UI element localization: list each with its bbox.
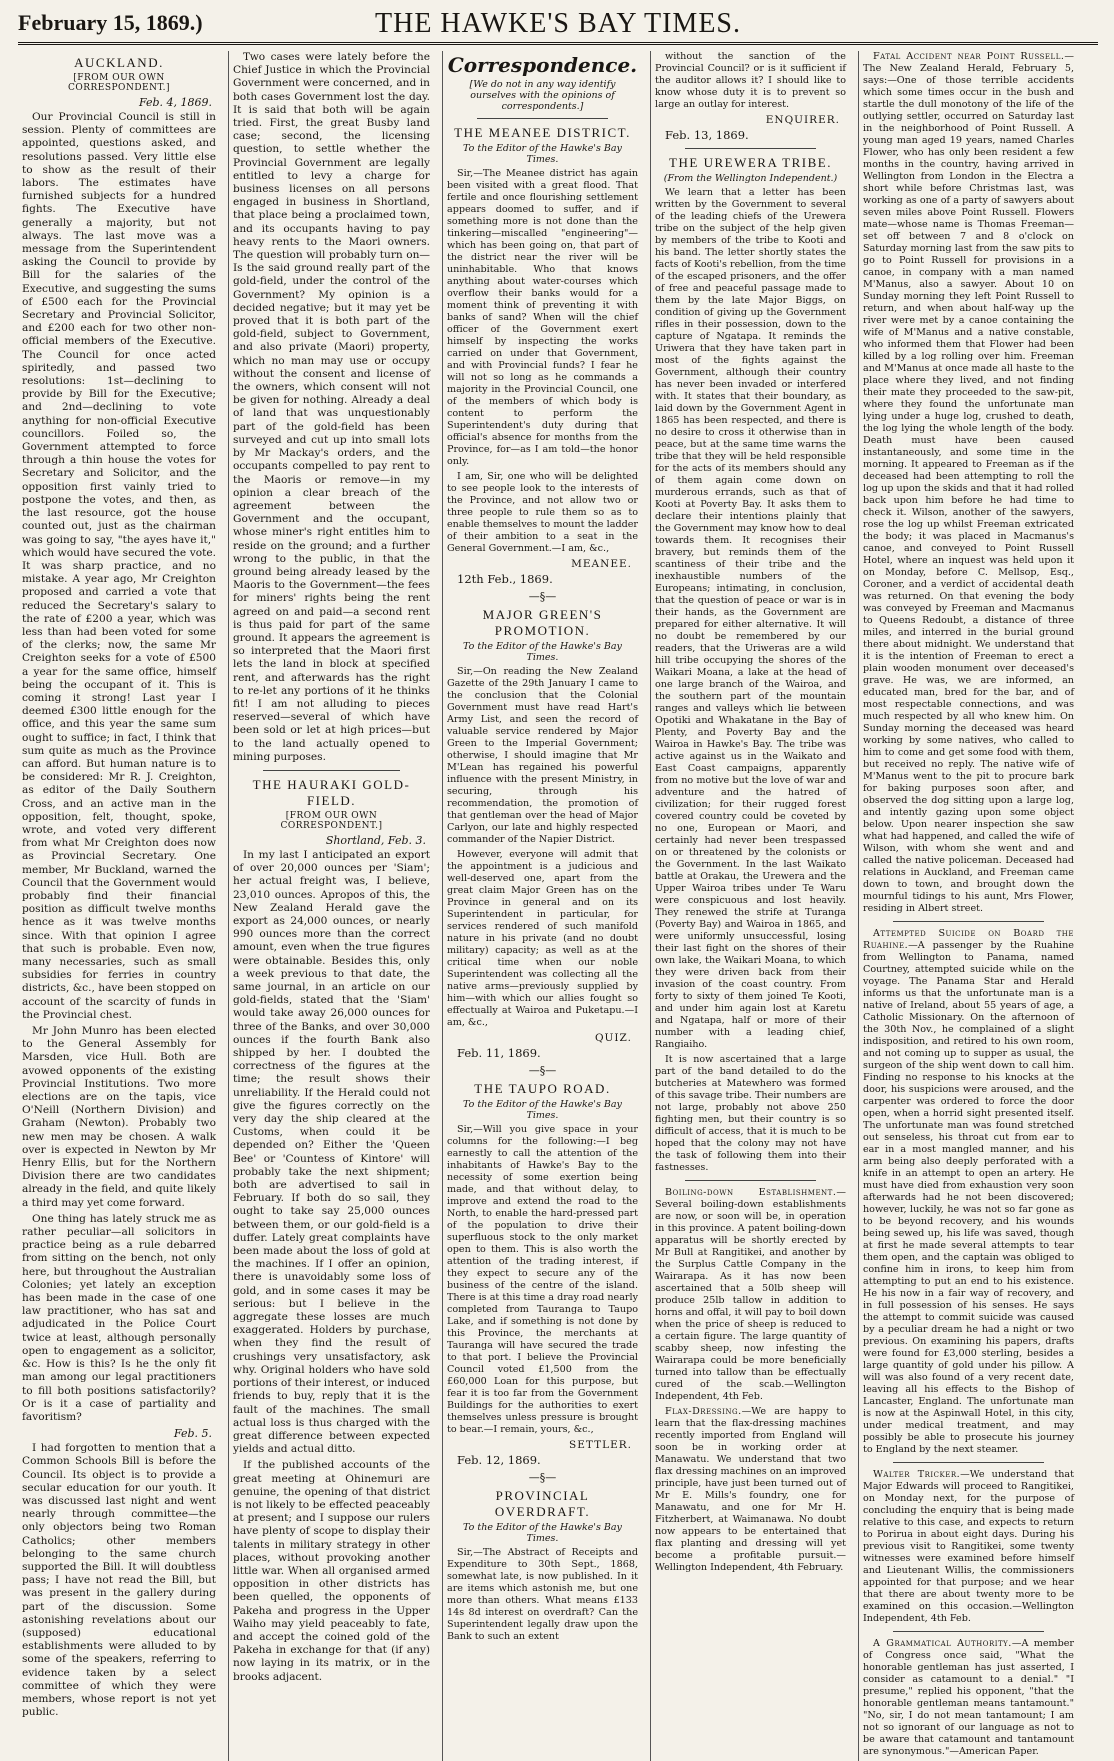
news-item-title: Boiling-down Establishment. [665, 1187, 837, 1198]
letter-date: 12th Feb., 1869. [457, 572, 553, 586]
letter-addressee: To the Editor of the Hawke's Bay Times. [463, 1522, 622, 1544]
letter-heading: THE TAUPO ROAD. [474, 1081, 611, 1096]
divider [893, 1631, 1044, 1632]
divider [893, 921, 1044, 922]
paragraph: However, everyone will admit that the appointment is a judicious and well-deserved one, apart from the great claim Major Green has on the Province in general and on its Superintendent in particular, for services rendered of such manifold nature in his private (and no doubt military) capacity; as well as at the critical time when our noble Superintendent was collecting all the native arms—previously supplied by him—with which our allies fought so effectually at Wairoa and Puketapu.—I am, &c., [447, 849, 638, 1028]
letter-addressee: To the Editor of the Hawke's Bay Times. [463, 143, 622, 165]
letter-heading: PROVINCIAL OVERDRAFT. [494, 1488, 591, 1519]
news-item [655, 1187, 846, 1403]
paragraph: Sir,—On reading the New Zealand Gazette of the 29th January I came to the conclusion that the Colonial Government must have read Hart's Army List, and seen the record of valuable service rendered by Major Green to the Imperial Government; otherwise, I should imagine that Mr M'Lean has regained his powerful influence with the present Ministry, in securing, through his recommendation, the promotion of that gentleman over the head of Major Carlyon, our late and highly respected commander of the Napier District. [447, 666, 638, 845]
news-item-title: Attempted Suicide on Board the Ruahine. [863, 928, 1074, 951]
letter-signature: MEANEE. [571, 558, 632, 570]
article-source: (From the Wellington Independent.) [663, 173, 838, 184]
divider [685, 148, 816, 149]
paragraph: It is now ascertained that a large part of the band detailed to do the butcheries at Matewhero was formed of this savage tribe. Their numbers are not large, probably not above 250 fighting men, but their country is so difficult of access, that it is much to be hoped that the colony may not have the task of following them into their fastnesses. [655, 1054, 846, 1173]
letter-addressee: To the Editor of the Hawke's Bay Times. [463, 1099, 622, 1121]
article-dateline: Shortland, Feb. 3. [325, 833, 426, 847]
news-item-text: —A member of Congress once said, "What the honorable gentleman has just asserted, I consider as catamount to a denial." "I presume," replied his opponent, "that the honorable gentleman means tantamount." "No, sir, I do not mean tantamount; I am not so ignorant of our language as not to be aware that catamount and tantamount are synonymous."—American Paper. [863, 1638, 1074, 1757]
newspaper-title: THE HAWKE'S BAY TIMES. [375, 8, 741, 39]
paragraph: Our Provincial Council is still in session. Plenty of committees are appointed, questions asked, and resolutions passed. Very little else to show as the result of their labors. The estimates have furnished subjects for a hundred fights. The Executive have generally a majority, but not always. The last move was a message from the Superintendent asking the Council to provide by Bill for the salaries of the Executive, and suggesting the sums of £500 each for the Provincial Secretary and Provincial Solicitor, and £200 each for two other non-official members of the Executive. The Council for once acted spiritedly, and passed two resolutions: 1st—declining to provide by Bill for the Executive; and 2nd—declining to vote anything for non-official Executive councillors. Foiled so, the Government attempted to force through a thin house the votes for Secretary and Solicitor, and the opposition first vainly tried to postpone the votes, and then, as the last resource, got the house counted out, just as the chairman was going to say, "the ayes have it," which would have secured the vote. It was sharp practice, and no mistake. A year ago, Mr Creighton proposed and carried a vote that reduced the Secretary's salary to the rate of £200 a year, which was less than had been voted for some of the clerks; now, the same Mr Creighton seeks for a vote of £500 a year for the same office, himself being the occupant of it. This is coming it strong! Last year I deemed £300 little enough for the office, and this year the same sum ought to suffice; in fact, I think that sum quite as much as the Province can afford. But human nature is to be considered: Mr R. J. Creighton, as editor of the Daily Southern Cross, and an active man in the opposition, felt, thought, spoke, wrote, and voted very different from what Mr Creighton does now as Provincial Secretary. One member, Mr Buckland, warned the Council that the Government would probably find their financial position as difficult twelve months hence as it was twelve months since. With that opinion I agree that such is probable. Even now, many necessaries, such as small subsidies for ferries in country districts, &c., have been stopped on account of the scarcity of funds in the Provincial chest. [22, 111, 216, 1021]
ornament: —§— [528, 1064, 557, 1077]
divider [477, 118, 608, 119]
section-heading: Correspondence. [447, 53, 638, 77]
paragraph: without the sanction of the Provincial Council? or is it sufficient if the auditor allows it? I should like to know whose duty it is to prevent so large an outlay for interest. [655, 51, 846, 110]
divider [263, 770, 400, 771]
news-item-text: —The New Zealand Herald, February 5, says:—One of those terrible accidents which some times occur in the bush and startle the dull monotony of the life of the outlying settler, occurred on Saturday last in the neighborhood of Point Russell. A young man aged 19 years, named Charles Flower, who has only been resident a few months in the country, having arrived in Wellington from London in the Electra a short while before Christmas last, was working as one of a party of sawyers about seven miles above Point Russell. Flowers mate—whose name is Thomas Freeman—set off between 7 and 8 o'clock on Saturday morning last from the saw pits to go to Point Russell for provisions in a canoe, in company with a man named M'Manus, also a sawyer. About 10 on Sunday morning they left Point Russell to return, and when about half-way up the river were met by a canoe containing the wife of M'Manus and a native constable, who informed them that Flower had been killed by a log rolling over him. Freeman and M'Manus at once made all haste to the place where they lived, and not finding their mate they proceeded to the saw-pit, where they found the unfortunate man lying under a huge log, crushed to death, the log lying the whole length of the body. Death must have been caused instantaneously, and some time in the morning. It appeared to Freeman as if the deceased had been attempting to roll the log up upon the skids and that it had rolled back upon him before he had time to check it. Wilson, another of the sawyers, rose the log up whilst Freeman extricated the body; it was placed in Macmanus's canoe, and conveyed to Point Russell Hotel, where an inquest was held upon it on Monday, before C. Mellsop, Esq., Coroner, and a verdict of accidental death was returned. On that evening the body was conveyed by Freeman and Macmanus to Queens Redoubt, a distance of three miles, and interred in the burial ground there about midnight. We understand that it is the intention of Freeman to erect a plain wooden monument over deceased's grave. He was, we are informed, an educated man, bred for the bar, and of most respectable connections, and was much respected by all who knew him. On Sunday morning the deceased was heard working by some natives, who called to him to come and get some food with them, but received no reply. The native wife of M'Manus went to the pit to procure bark for baking purposes soon after, and observed the dog sitting upon a large log, and intently gazing upon some object below. Upon nearer inspection she saw what had happened, and called the wife of Wilson, with whom she went and and called the native policeman. Deceased had relations in Auckland, and Freeman came down to town, and brought down the mournful tidings to his aunt, Mrs Flower, residing in Albert street. [863, 51, 1074, 914]
paragraph: I am, Sir, one who will be delighted to see people look to the interests of the Province, and not allow two or three people to rule them so as to enable themselves to mount the ladder of their ambition to a seat in the General Government.—I am, &c., [447, 471, 638, 554]
news-item-text: —We understand that Major Edwards will proceed to Rangitikei, on Monday next, for the purpose of concluding the enquiry that is being made relative to this case, and expects to return to Porirua in about eight days. During his previous visit to Rangitikei, some twenty witnesses were examined before himself and Lieutenant Willis, the commissioners appointed for that purpose; and we hear that there are about twenty more to be examined on this occasion.—Wellington Independent, 4th Feb. [863, 1469, 1075, 1624]
article-dateline: Feb. 4, 1869. [138, 96, 212, 109]
news-item-title: Flax-Dressing. [665, 1406, 742, 1417]
news-item [863, 1638, 1074, 1758]
paragraph: If the published accounts of the great meeting at Ohinemuri are genuine, the opening of that district is not likely to be effected peaceably at present; and I suppose our rulers have plenty of scope to display their talents in military strategy in other places, without provoking another little war. When all organised armed opposition in other districts has been quelled, the opponents of Pakeha and progress in the Upper Waiho may yield peaceably to fate, and accept the coined gold of the Pakeha in exchange for that (if any) now laying in its matrix, or in the brooks adjacent. [233, 1459, 430, 1683]
column-2 [228, 51, 434, 1761]
paragraph: Sir,—The Meanee district has again been visited with a great flood. That fertile and once flourishing settlement appears doomed to suffer, and if something more is not done than the tinkering—miscalled "engineering"—which has been going on, that part of the district near the river will be uninhabitable. Who that knows anything about water-courses which overflow their banks would for a moment think of preventing it with banks of sand? When will the chief officer of the Government exert himself by inspecting the works carried on under that Government, and with Provincial funds? I fear he will not so long as he commands a majority in the Provincial Council, one of the members of which body is content to perform the Superintendent's duty during that official's absence for months from the Province, for—as I am told—the honor only. [447, 168, 638, 467]
paragraph: We learn that a letter has been written by the Government to several of the leading chiefs of the Urewera tribe on the subject of the help given by members of the tribe to Kooti and his band. The letter shortly states the facts of Kooti's rebellion, from the time of the escaped prisoners, and the offer of free and peaceful passage made to them by the late Major Biggs, on condition of giving up the Government rifles in their possession, down to the capture of Ngatapa. It reminds the Uriwera that they have taken part in most of the fights against the Government, although their country has never been invaded or interfered with. It states that their boundary, as laid down by the Government Agent in 1865 has been respected, and there is no desire to cross it otherwise than in peace, but at the same time warns the tribe that they will be held responsible for the acts of its members should any of them again come down on murderous errands, such as that of Kooti at Poverty Bay. It asks them to declare their intentions plainly that the Government may know how to deal towards them. It recognises their bravery, but reminds them of the scantiness of their tribe and the inexhaustible numbers of the Europeans; intimating, in conclusion, that the question of peace or war is in their hands, as the Government are prepared for either alternative. It will no doubt be remembered by our readers, that the Uriweras are a wild hill tribe occupying the shores of the Waikari Moana, a lake at the head of one large branch of the Wairoa, and the southern part of the mountain ranges and valleys which lie between Opotiki and Whakatane in the Bay of Plenty, and Poverty Bay and the Wairoa in Hawke's Bay. The tribe was active against us in the Waikato and East Coast campaigns, apparently from no motive but the love of war and adventure and the hatred of civilization; for their rugged forest covered country could be coveted by no one, European or Maori, and certainly had never been trespassed on or threatened by the colonists or the Government. In the last Waikato battle at Orakau, the Urewera and the Upper Wairoa tribes under Te Waru were conspicuous and lost heavily. They renewed the strife at Turanga (Poverty Bay) and Wairoa in 1865, and were uniformly unsuccessful, losing their last fight on the shores of their own lake, the Waikari Moana, to which they were driven back from their invasion of the coast country. From forty to sixty of them joined Te Kooti, and under him again lost at Karetu and Ngatapa, half or more of their number with a leading chief, Rangiaiho. [655, 187, 846, 1050]
ornament: —§— [528, 590, 557, 603]
letter-signature: QUIZ. [594, 1032, 632, 1044]
column-4 [650, 51, 850, 1761]
issue-date: February 15, 1869.) [18, 10, 203, 35]
ornament: —§— [528, 1471, 557, 1484]
column-5 [858, 51, 1078, 1761]
paragraph: Two cases were lately before the Chief Justice in which the Provincial Government were concerned, and in both cases Government lost the day. It is said that both will be again tried. First, the great Busby land case; second, the licensing question, to settle whether the Provincial Government are legally entitled to levy a charge for business licenses on all persons engaged in business in Shortland, that place being a proclaimed town, and its occupants having to pay heavy rents to the Maori owners. The question will probably turn on—Is the said ground really part of the gold-field, under the control of the Government? My opinion is a decided negative; but it may yet be proved that it is both part of the gold-field, subject to Government, and also private (Maori) property, which no man may use or occupy without the consent and license of the owners, which consent will not be given for nothing. Already a deal of land that was unquestionably part of the gold-field has been surveyed and cut up into small lots by Mr Mackay's orders, and the occupants compelled to pay rent to the Maoris or remove—in my opinion a clear breach of the agreement between the Government and the occupant, whose miner's right entitles him to reside on the ground; and a further wrong to the public, in that the ground being already leased by the Maoris to the Government—the fees for miners' rights being the rent agreed on and paid—a second rent is thus paid for part of the same ground. It appears the agreement is so interpreted that the Maori first lets the land in block at specified rent, and afterwards has the right to re-let any portions of it he thinks fit! I am not alluding to pieces reserved—several of which have been sold or let at high prices—but to the land actually opened to mining purposes. [233, 51, 430, 763]
letter-addressee: To the Editor of the Hawke's Bay Times. [463, 641, 622, 663]
paragraph: Sir,—The Abstract of Receipts and Expenditure to 30th Sept., 1868, somewhat late, is now published. In it are items which astonish me, but one more than others. What means £133 14s 8d interest on overdraft? Can the Superintendent legally draw upon the Bank to such an extent [447, 1547, 638, 1642]
news-item [863, 51, 1074, 915]
editorial-notice: [We do not in any way identify ourselves with the opinions of correspondents.] [469, 79, 616, 112]
news-item-title: Walter Tricker. [873, 1469, 961, 1480]
masthead [18, 6, 1098, 45]
news-item-title: A Grammatical Authority. [873, 1638, 1012, 1649]
letter-heading: MAJOR GREEN'S PROMOTION. [482, 607, 603, 638]
letter-signature: SETTLER. [569, 1439, 632, 1451]
paragraph: In my last I anticipated an export of over 20,000 ounces per 'Siam'; her actual freight was, I believe, 23,010 ounces. Apropos of this, the New Zealand Herald gave the export as 24,000 ounces, or nearly 990 ounces more than the correct amount, even when the true figures were obtainable. Besides this, only a week previous to that date, the same journal, in an article on our gold-fields, stated that the 'Siam' would take away 26,000 ounces for three of the Banks, and over 30,000 ounces if the fourth Bank also shipped by her. I doubted the correctness of the figures at the time; the result shows their unreliability. If the Herald could not give the figures correctly on the very day the ship cleared at the Customs, when could it be depended on? Either the 'Queen Bee' or 'Countess of Kintore' will probably take the next shipment; both are advertised to sail in February. If both do so sail, they ought to take say 25,000 ounces between them, or our gold-field is a duffer. Lately great complaints have been made about the loss of gold at the machines. If I offer an opinion, there is unavoidably some loss of gold, and in some cases it may be serious: but I believe in the aggregate these losses are much exaggerated. Holders by purchase, when they find the result of crushings very unsatisfactory, ask why. Original holders who have sold portions of their interest, or induced friends to buy, reply that it is the fault of the machines. The small actual loss is thus charged with the great difference between expected yields and actual ditto. [233, 848, 430, 1456]
divider [685, 1180, 816, 1181]
paragraph: I had forgotten to mention that a Common Schools Bill is before the Council. Its object is to provide a secular education for our youth. It was discussed last night and went nearly through committee—the only objectors being two Roman Catholics; other members belonging to the same church supported the Bill. It will doubtless pass; I have not read the Bill, but was present in the gallery during part of the discussion. Some astonishing revelations about our (supposed) educational establishments were alluded to by some of the speakers, referring to evidence taken by a select committee of which they were members, whose report is not yet public. [22, 1442, 216, 1719]
letter-signature: ENQUIRER. [765, 114, 840, 126]
paragraph: One thing has lately struck me as rather peculiar—all solicitors in practice being as a rule debarred from sitting on the bench, not only here, but throughout the Australian Colonies; yet lately an exception has been made in the case of one law practitioner, who has sat and adjudicated in the Police Court twice at least, although personally open to engagement as a solicitor, &c. How is this? Is he the only fit man among our legal practitioners to fill both positions satisfactorily? Or is it a case of partiality and favoritism? [22, 1212, 216, 1423]
column-1 [18, 51, 220, 1761]
news-item [863, 928, 1074, 1456]
news-item-text: —Several boiling-down establishments are now, or soon will be, in operation in this province. A patent boiling-down apparatus will be shortly erected by Mr Bull at Rangitikei, and another by the Surplus Cattle Company in the Wairarapa. As it has now been ascertained that a 50lb sheep will produce 25lb tallow in addition to horns and offal, it will pay to boil down when the price of sheep is reduced to a certain figure. The large quantity of scabby sheep, now infesting the Wairarapa could be more beneficially turned into tallow than be effectually cured of the scab.—Wellington Independent, 4th Feb. [655, 1187, 846, 1402]
news-item-text: —A passenger by the Ruahine from Wellington to Panama, named Courtney, attempted suicide while on the voyage. The Panama Star and Herald informs us that the unfortunate man is a native of Ireland, about 55 years of age, a Catholic Missionary. On the afternoon of the 30th Nov., he complained of a slight indisposition, and retired to his own room, and not coming up to supper as usual, the surgeon of the ship went down to call him. Finding no response to his knocks at the door, his suspicions were aroused, and the carpenter was ordered to force the door open, when a horrid sight presented itself. The unfortunate man was found stretched out senseless, his throat cut from ear to ear in a most mangled manner, and his arm being also deeply perforated with a knife in an attempt to open an artery. He must have died from exhaustion very soon afterwards had he not been discovered; however, luckily, he was not so far gone as to be beyond recovery, and his wounds being sewed up, his life was saved, though at first he made several attempts to tear them open, and the captain was obliged to confine him in irons, to keep him from attempting to put an end to his existence. He his now in a fair way of recovery, and in full possession of his senses. He says the attempt to commit suicide was caused by a peculiar dream he had a night or two previous. On examining his papers, drafts were found for £3,000 sterling, besides a large quantity of gold under his pillow. A will was also found of a very recent date, leaving all his effects to the Bishop of Lancaster, England. The unfortunate man is now at the Aspinwall Hotel, in this city, under medical treatment, and may possibly be able to prosecute his journey to England by the next steamer. [863, 940, 1074, 1455]
letter-date: Feb. 12, 1869. [457, 1453, 541, 1467]
divider [893, 1462, 1044, 1463]
columns [18, 51, 1098, 1757]
letter-heading: THE MEANEE DISTRICT. [454, 125, 631, 140]
article-heading: THE UREWERA TRIBE. [669, 155, 832, 170]
news-item-title: Fatal Accident near Point Russell. [873, 51, 1065, 62]
letter-date: Feb. 13, 1869. [665, 128, 749, 142]
column-3 [442, 51, 642, 1761]
paragraph: Mr John Munro has been elected to the General Assembly for Marsden, vice Hull. Both are avowed opponents of the existing Provincial Institutions. Two more elections are on the tapis, vice O'Neill (Northern Division) and Graham (Newton). Probably two new men may be chosen. A walk over is expected in Newton by Mr Henry Ellis, but for the Northern Division there are two candidates already in the field, and quite likely a third may yet come forward. [22, 1025, 216, 1209]
news-item [863, 1469, 1074, 1625]
article-heading: AUCKLAND. [74, 55, 164, 70]
news-item [655, 1406, 846, 1574]
letter-date: Feb. 11, 1869. [457, 1046, 541, 1060]
article-source: [FROM OUR OWN CORRESPONDENT.] [280, 810, 383, 831]
article-source: [FROM OUR OWN CORRESPONDENT.] [67, 73, 171, 93]
article-dateline: Feb. 5. [173, 1427, 212, 1441]
news-item-text: —We are happy to learn that the flax-dressing machines recently imported from England will soon be in working order at Manawatu. We understand that two flax dressing machines on an improved principle, have just been turned out of Mr E. Mills's foundry, one for Manawatu, and one for Mr H. Fitzherbert, at Waimanawa. No doubt now appears to be entertained that flax planting and dressing will yet become a profitable pursuit.—Wellington Independent, 4th February. [655, 1406, 846, 1573]
article-heading: THE HAURAKI GOLD-FIELD. [252, 776, 411, 808]
paragraph: Sir,—Will you give space in your columns for the following:—I beg earnestly to call the attention of the inhabitants of Hawke's Bay to the necessity of some exertion being made, and that without delay, to improve and extend the road to the North, to enable the hard-pressed part of the population to drive their superfluous stock to the only market open to them. This is also worth the attention of the trading interest, if they expect to secure any of the business of the centre of the island. There is at this time a dray road nearly completed from Tauranga to Taupo Lake, and if something is not done by this Province, the merchants at Tauranga will have secured the trade to that port. I believe the Provincial Council voted £1,500 from the £60,000 Loan for this purpose, but fear it is too far from the Government Buildings for the authorities to exert themselves unless pressure is brought to bear.—I remain, yours, &c., [447, 1124, 638, 1435]
